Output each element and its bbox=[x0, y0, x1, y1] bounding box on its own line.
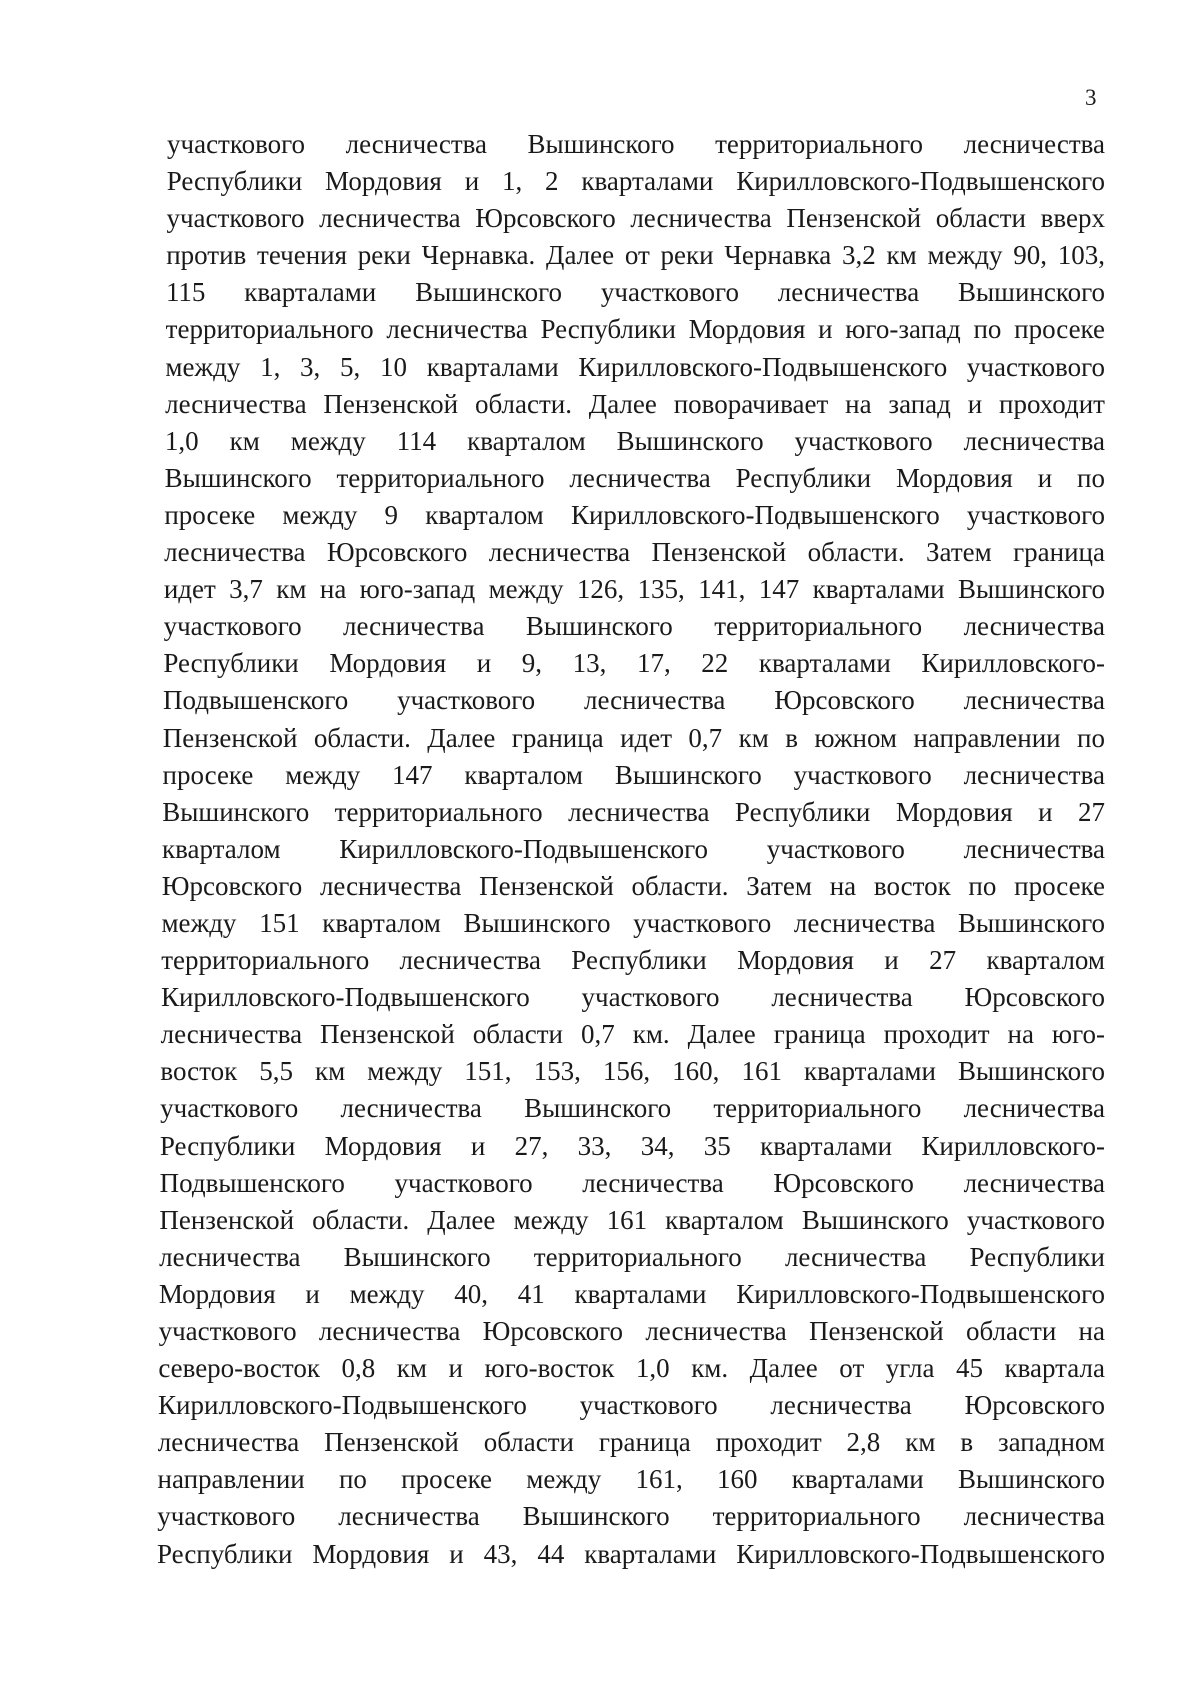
text-line: территориального лесничества Республики Мордовия и 27 кварталом bbox=[161, 945, 1105, 976]
text-line: между 151 кварталом Вышинского участкового лесничества Вышинского bbox=[161, 907, 1105, 938]
text-line: Мордовия и между 40, 41 кварталами Кирилловского-Подвышенского bbox=[158, 1278, 1105, 1309]
text-line: просеке между 147 кварталом Вышинского участкового лесничества bbox=[162, 759, 1105, 790]
text-line: участкового лесничества Вышинского территориального лесничества bbox=[157, 1501, 1105, 1532]
text-line: Вышинского территориального лесничества Республики Мордовия и по bbox=[164, 462, 1105, 493]
text-line: Подвышенского участкового лесничества Юрсовского лесничества bbox=[163, 685, 1105, 716]
text-line: лесничества Вышинского территориального лесничества Республики bbox=[159, 1241, 1105, 1272]
text-line: восток 5,5 км между 151, 153, 156, 160, 161 кварталами Вышинского bbox=[160, 1056, 1105, 1087]
text-line: лесничества Пензенской области 0,7 км. Далее граница проходит на юго- bbox=[160, 1019, 1105, 1050]
text-line: Республики Мордовия и 27, 33, 34, 35 кварталами Кирилловского- bbox=[159, 1130, 1105, 1161]
text-line: просеке между 9 кварталом Кирилловского-Подвышенского участкового bbox=[164, 499, 1105, 530]
text-line: северо-восток 0,8 км и юго-восток 1,0 км. Далее от угла 45 квартала bbox=[158, 1353, 1105, 1384]
text-line: Юрсовского лесничества Пензенской области. Затем на восток по просеке bbox=[161, 870, 1105, 901]
text-line: 1,0 км между 114 кварталом Вышинского участкового лесничества bbox=[164, 425, 1105, 456]
text-line: участкового лесничества Вышинского территориального лесничества bbox=[160, 1093, 1105, 1124]
text-line: Пензенской области. Далее граница идет 0,7 км в южном направлении по bbox=[162, 722, 1105, 753]
text-line: лесничества Юрсовского лесничества Пензенской области. Затем граница bbox=[164, 537, 1105, 568]
text-line: участкового лесничества Юрсовского лесничества Пензенской области вверх bbox=[166, 203, 1105, 234]
text-line: лесничества Пензенской области граница проходит 2,8 км в западном bbox=[157, 1427, 1105, 1458]
text-line: Республики Мордовия и 9, 13, 17, 22 кварталами Кирилловского- bbox=[163, 648, 1105, 679]
text-line: территориального лесничества Республики Мордовия и юго-запад по просеке bbox=[165, 314, 1105, 345]
text-line: Кирилловского-Подвышенского участкового лесничества Юрсовского bbox=[160, 982, 1105, 1013]
text-line: 115 кварталами Вышинского участкового лесничества Вышинского bbox=[165, 277, 1105, 308]
text-line: кварталом Кирилловского-Подвышенского участкового лесничества bbox=[162, 833, 1105, 864]
text-line: лесничества Пензенской области. Далее поворачивает на запад и проходит bbox=[165, 388, 1105, 419]
text-line: участкового лесничества Юрсовского лесничества Пензенской области на bbox=[158, 1316, 1105, 1346]
text-line: участкового лесничества Вышинского территориального лесничества bbox=[167, 129, 1105, 159]
text-line: Пензенской области. Далее между 161 кварталом Вышинского участкового bbox=[159, 1204, 1105, 1235]
text-line: Республики Мордовия и 43, 44 кварталами Кирилловского-Подвышенского bbox=[157, 1538, 1105, 1569]
text-line: Республики Мордовия и 1, 2 кварталами Кирилловского-Подвышенского bbox=[166, 166, 1105, 197]
text-line: Подвышенского участкового лесничества Юрсовского лесничества bbox=[159, 1167, 1105, 1198]
text-line: Кирилловского-Подвышенского участкового лесничества Юрсовского bbox=[158, 1390, 1105, 1421]
text-line: идет 3,7 км на юго-запад между 126, 135, 141, 147 кварталами Вышинского bbox=[163, 574, 1105, 605]
text-line: направлении по просеке между 161, 160 кварталами Вышинского bbox=[157, 1464, 1105, 1495]
text-line: участкового лесничества Вышинского территориального лесничества bbox=[163, 611, 1105, 642]
body-text bbox=[0, 126, 1200, 1573]
page-number: 3 bbox=[1085, 85, 1097, 110]
text-line: между 1, 3, 5, 10 кварталами Кирилловского-Подвышенского участкового bbox=[165, 351, 1105, 382]
text-line: Вышинского территориального лесничества Республики Мордовия и 27 bbox=[162, 796, 1105, 827]
text-line: против течения реки Чернавка. Далее от реки Чернавка 3,2 км между 90, 103, bbox=[166, 240, 1105, 271]
